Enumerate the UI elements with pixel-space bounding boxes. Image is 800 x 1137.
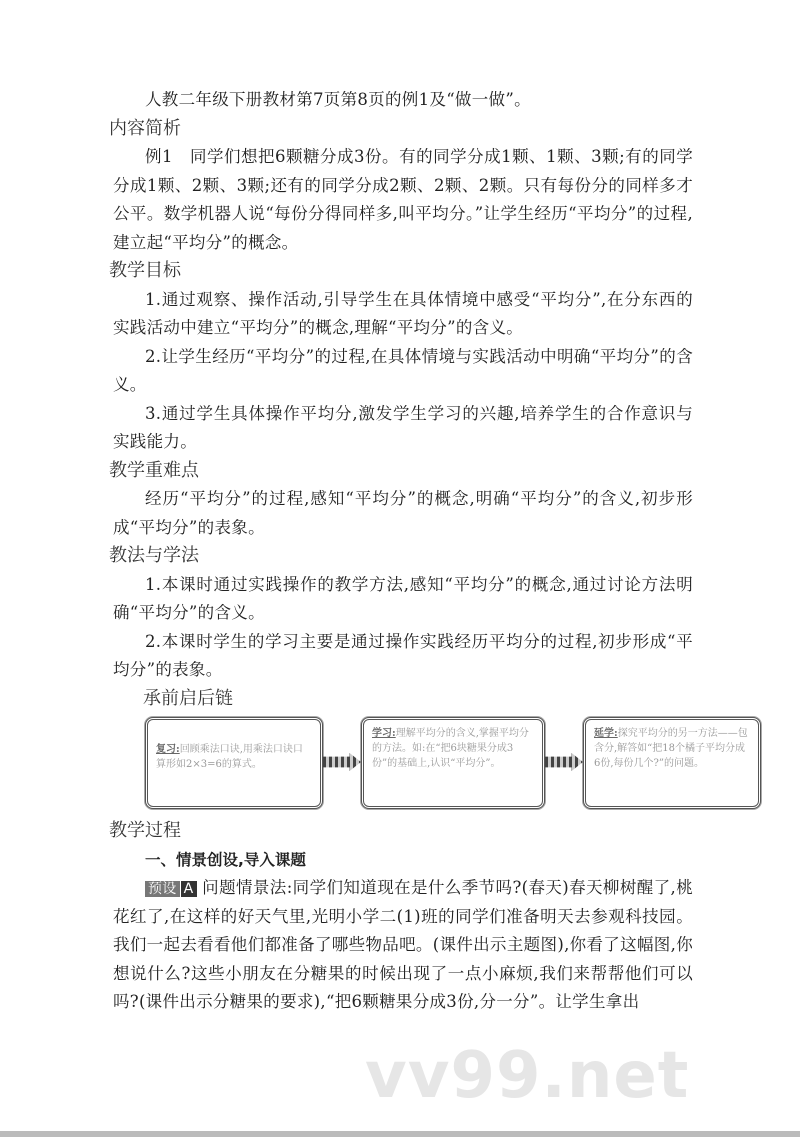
method-item: 1.本课时通过实践操作的教学方法,感知“平均分”的概念,通过讨论方法明确“平均分”的含义。	[113, 574, 693, 622]
chain-diagram	[145, 717, 748, 809]
goal-item: 2.让学生经历“平均分”的过程,在具体情境与实践活动中明确“平均分”的含义。	[113, 346, 693, 394]
chain-box-review	[145, 717, 323, 809]
watermark: vv99.net	[365, 1038, 690, 1113]
subheading-intro: 一、情景创设,导入课题	[145, 850, 306, 869]
box-text: 回顾乘法口诀,用乘法口诀口算形如2×3=6的算式。	[156, 744, 303, 770]
heading-methods: 教法与学法	[109, 545, 199, 566]
page-bottom-edge	[0, 1131, 800, 1137]
method-item: 2.本课时学生的学习主要是通过操作实践经历平均分的过程,初步形成“平均分”的表象。	[113, 631, 693, 679]
process-text	[113, 874, 693, 1017]
chain-box-learn	[361, 717, 545, 809]
analysis-text: 例1 同学们想把6颗糖分成3份。有的同学分成1颗、1颗、3颗;有的同学分成1颗、2颗、3颗;还有的同学分成2颗、2颗、2颗。只有每份分的同样多才公平。数学机器人说“每份分得同样多,叫平均分。”让学生经历“平均分”的过程,建立起“平均分”的概念。	[113, 147, 693, 252]
preset-badge	[145, 880, 197, 898]
intro-text: 人教二年级下册教材第7页第8页的例1及“做一做”。	[145, 90, 531, 109]
arrow-icon	[323, 753, 361, 771]
heading-analysis: 内容简析	[109, 117, 181, 139]
arrow-icon	[545, 753, 583, 771]
badge-value: A	[181, 881, 197, 897]
heading-chain: 承前启后链	[143, 687, 233, 709]
goal-item: 3.通过学生具体操作平均分,激发学生学习的兴趣,培养学生的合作意识与实践能力。	[113, 403, 693, 451]
box-label: 复习:	[156, 744, 180, 755]
chain-box-extend	[583, 717, 761, 809]
keypoints-text: 经历“平均分”的过程,感知“平均分”的概念,明确“平均分”的含义,初步形成“平均分”的表象。	[113, 489, 693, 537]
badge-key: 预设	[145, 881, 180, 897]
box-text: 探究平均分的另一方法——包含分,解答如“把18个橘子平均分成6份,每份几个?”的问题。	[594, 728, 748, 769]
heading-process: 教学过程	[109, 820, 181, 841]
box-label: 延学:	[594, 728, 618, 739]
process-body: 问题情景法:同学们知道现在是什么季节吗?(春天)春天柳树醒了,桃花红了,在这样的好天气里,光明小学二(1)班的同学们准备明天去参观科技园。我们一起去看看他们都准备了哪些物品吧。(课件出示主题图),你看了这幅图,你想说什么?这些小朋友在分糖果的时候出现了一点小麻烦,我们来帮帮他们可以吗?(课件出示分糖果的要求),“把6颗糖果分成3份,分一分”。让学生拿出	[113, 878, 694, 1011]
heading-goals: 教学目标	[109, 260, 181, 281]
goal-item: 1.通过观察、操作活动,引导学生在具体情境中感受“平均分”,在分东西的实践活动中建立“平均分”的概念,理解“平均分”的含义。	[113, 289, 693, 337]
heading-keypoints: 教学重难点	[109, 459, 199, 481]
document-page	[109, 0, 748, 1017]
box-text: 理解平均分的含义,掌握平均分的方法。如:在“把6块糖果分成3份”的基础上,认识“平均分”。	[372, 728, 529, 769]
box-label: 学习:	[372, 728, 396, 739]
